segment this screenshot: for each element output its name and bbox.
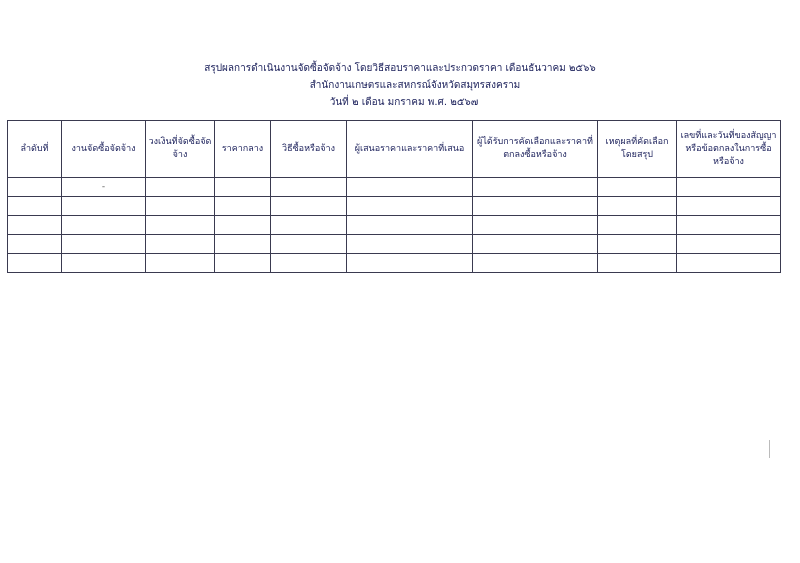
- table-cell: [62, 216, 146, 235]
- table-cell: [8, 216, 62, 235]
- table-row: [8, 197, 781, 216]
- table-cell: [677, 197, 781, 216]
- table-cell: [473, 235, 598, 254]
- table-cell: [215, 254, 271, 273]
- table-cell: [146, 235, 215, 254]
- table-cell: [347, 178, 473, 197]
- table-cell: [473, 178, 598, 197]
- table-cell: [677, 235, 781, 254]
- table-cell: [598, 197, 677, 216]
- table-cell: [473, 254, 598, 273]
- table-cell: [8, 235, 62, 254]
- table-row: [8, 254, 781, 273]
- table-cell: [215, 235, 271, 254]
- table-cell: [271, 216, 347, 235]
- table-cell: [146, 197, 215, 216]
- col-header-selected-vendor: ผู้ได้รับการคัดเลือกและราคาที่ตกลงซื้อหรือจ้าง: [473, 121, 598, 178]
- table-cell: [8, 254, 62, 273]
- table-cell: [62, 197, 146, 216]
- table-cell: [677, 254, 781, 273]
- table-cell: [8, 197, 62, 216]
- table-cell: [215, 197, 271, 216]
- table-row: [8, 216, 781, 235]
- agency-name: สำนักงานเกษตรและสหกรณ์จังหวัดสมุทรสงคราม: [309, 80, 521, 91]
- table-cell: [598, 216, 677, 235]
- report-title: สรุปผลการดำเนินงานจัดซื้อจัดจ้าง โดยวิธีสอบราคาและประกวดราคา เดือนธันวาคม ๒๕๖๖: [204, 63, 596, 74]
- table-cell: [8, 178, 62, 197]
- col-header-method: วิธีซื้อหรือจ้าง: [271, 121, 347, 178]
- table-cell: [215, 216, 271, 235]
- report-date: วันที่ ๒ เดือน มกราคม พ.ศ. ๒๕๖๗: [329, 97, 479, 108]
- scan-edge-mark: [769, 440, 770, 458]
- table-cell: [271, 178, 347, 197]
- col-header-contract: เลขที่และวันที่ของสัญญาหรือข้อตกลงในการซื้อหรือจ้าง: [677, 121, 781, 178]
- col-header-budget: วงเงินที่จัดซื้อจัดจ้าง: [146, 121, 215, 178]
- table-cell: [473, 197, 598, 216]
- table-cell: [677, 178, 781, 197]
- col-header-procurement-item: งานจัดซื้อจัดจ้าง: [62, 121, 146, 178]
- table-cell: [215, 178, 271, 197]
- table-cell: [62, 235, 146, 254]
- col-header-reason: เหตุผลที่คัดเลือกโดยสรุป: [598, 121, 677, 178]
- table-cell: [347, 235, 473, 254]
- table-cell: [598, 178, 677, 197]
- procurement-summary-table: [7, 120, 781, 273]
- table-cell: [271, 235, 347, 254]
- table-cell: [598, 254, 677, 273]
- table-cell: [146, 178, 215, 197]
- table-cell: [677, 216, 781, 235]
- report-header: [0, 60, 800, 111]
- table-header-row: [8, 121, 781, 178]
- table-cell: [347, 197, 473, 216]
- table-cell: [598, 235, 677, 254]
- table-cell: [62, 254, 146, 273]
- table-cell: [146, 216, 215, 235]
- table-cell: [271, 197, 347, 216]
- table-cell: [473, 216, 598, 235]
- table-cell: -: [62, 178, 146, 197]
- table-row: [8, 235, 781, 254]
- col-header-sequence: ลำดับที่: [8, 121, 62, 178]
- table-cell: [347, 216, 473, 235]
- table-cell: [146, 254, 215, 273]
- col-header-median-price: ราคากลาง: [215, 121, 271, 178]
- col-header-bidders: ผู้เสนอราคาและราคาที่เสนอ: [347, 121, 473, 178]
- table-cell: [271, 254, 347, 273]
- table-cell: [347, 254, 473, 273]
- table-row: [8, 178, 781, 197]
